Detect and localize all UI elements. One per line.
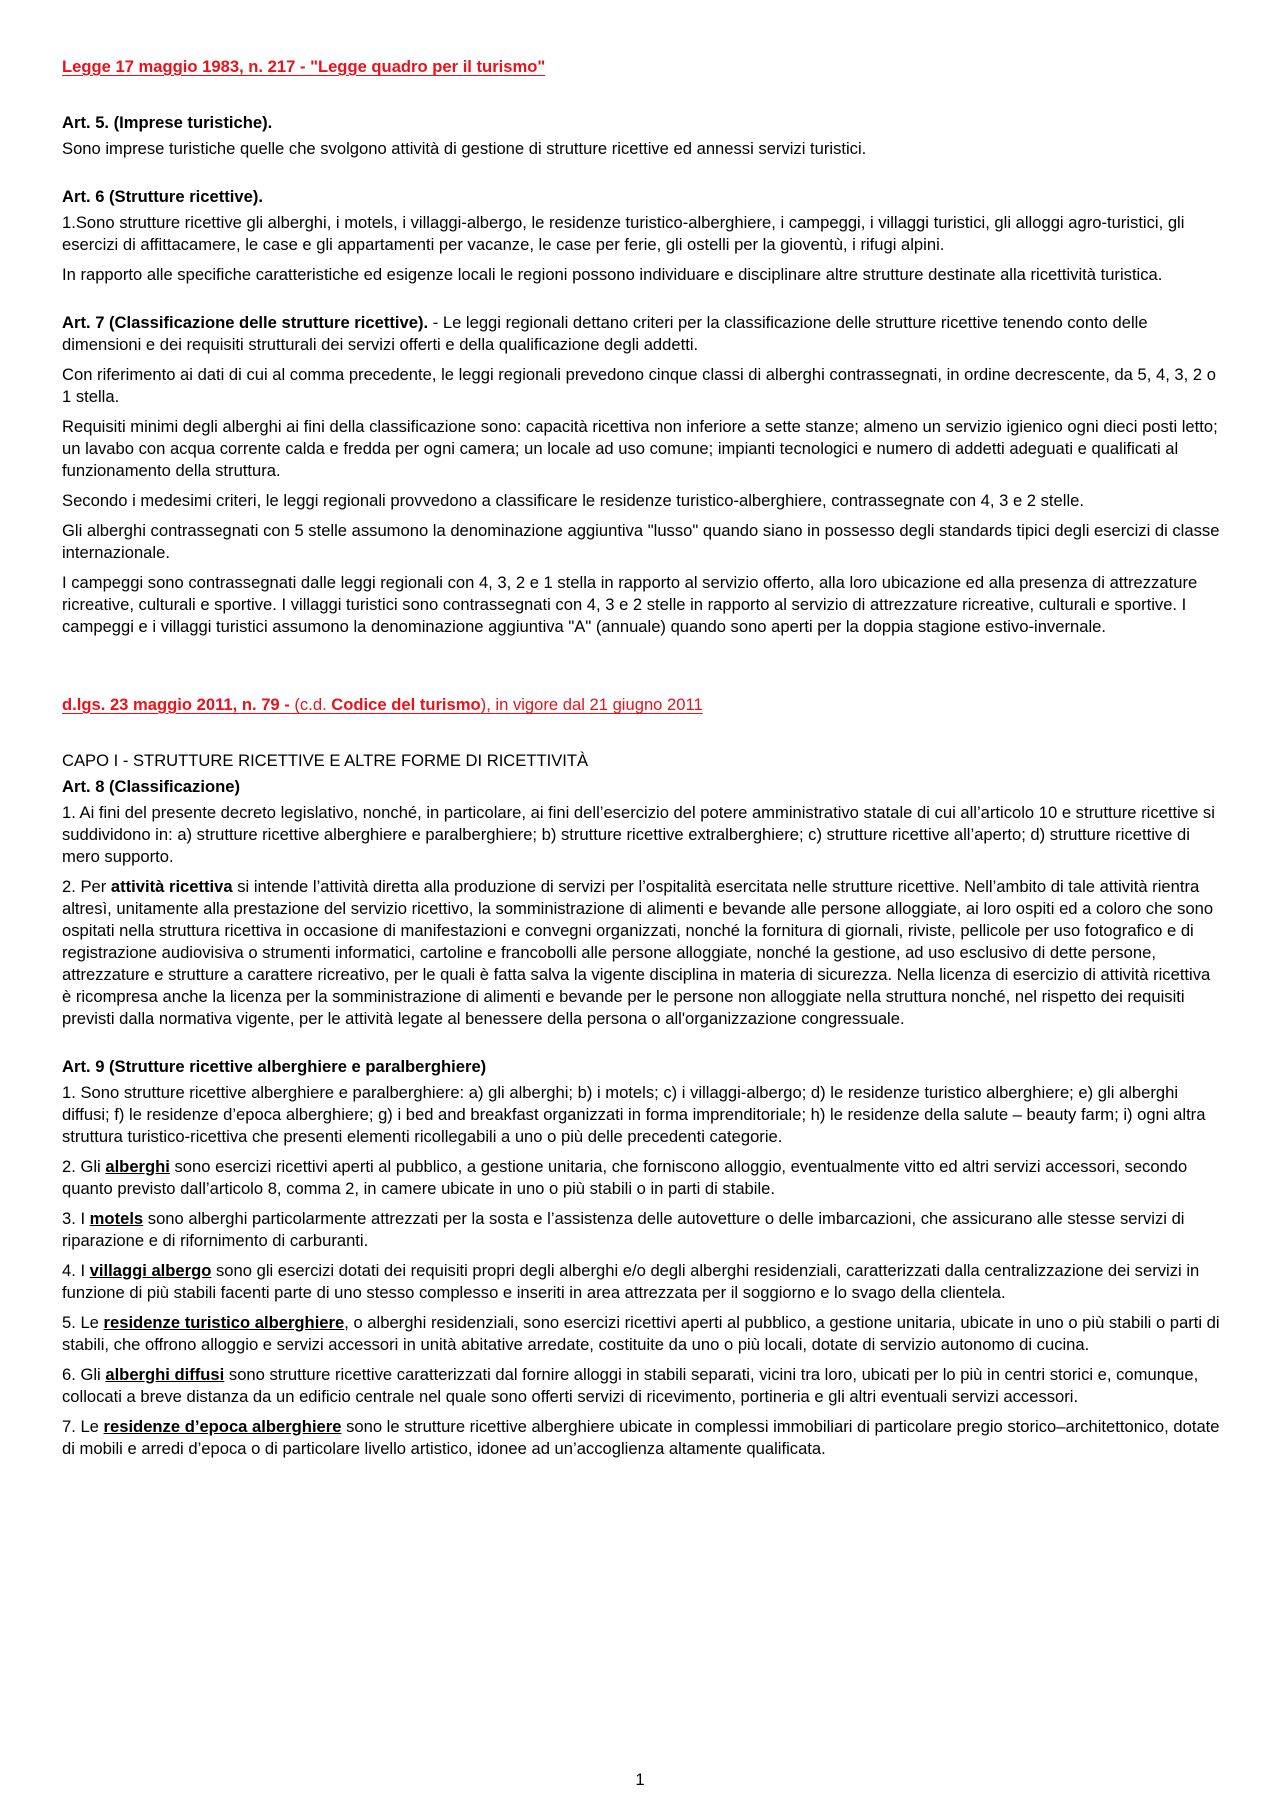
art9-paragraph-3 <box>62 1208 1222 1252</box>
term-alberghi-diffusi: alberghi diffusi <box>105 1365 225 1384</box>
term-motels: motels <box>89 1209 144 1228</box>
dlgs-title-code: Codice del turismo <box>331 695 481 714</box>
art9-p2-text: sono esercizi ricettivi aperti al pubblico, a gestione unitaria, che forniscono alloggio, eventualmente vitto ed altri servizi accessori, secondo quanto previsto dall’articolo 8, comma 2, in camere ubicate in uno o più stabili o in parti di stabile. <box>62 1157 1188 1198</box>
term-residenze-epoca-alberghiere: residenze d’epoca alberghiere <box>103 1417 342 1436</box>
capo-heading: CAPO I - STRUTTURE RICETTIVE E ALTRE FORME DI RICETTIVITÀ <box>62 751 589 770</box>
dlgs-title-bold: d.lgs. 23 maggio 2011, n. 79 - <box>62 695 295 714</box>
dlgs-title-cd: (c.d. <box>294 695 332 714</box>
art7-paragraph-5: Gli alberghi contrassegnati con 5 stelle assumono la denominazione aggiuntiva "lusso" quando siano in possesso degli standards tipici degli esercizi di classe internazionale. <box>62 521 1220 562</box>
art9-heading: Art. 9 (Strutture ricettive alberghiere e paralberghiere) <box>62 1057 487 1076</box>
term-attivita-ricettiva: attività ricettiva <box>110 877 233 896</box>
art7-paragraph-2: Con riferimento ai dati di cui al comma precedente, le leggi regionali prevedono cinque classi di alberghi contrassegnati, in ordine decrescente, da 5, 4, 3, 2 o 1 stella. <box>62 365 1216 406</box>
art9-p5-text: , o alberghi residenziali, sono esercizi ricettivi aperti al pubblico, a gestione unitaria, ubicate in uno o più stabili o parti di stabili, che offrono alloggio e servizi accessori in unità abitative arredate, costituite da uno o più locali, dotate di servizio autonomo di cucina. <box>62 1313 1220 1354</box>
dlgs-title-rest: ), in vigore dal 21 giugno 2011 <box>480 695 703 714</box>
art9-p2-prefix: 2. Gli <box>62 1157 106 1176</box>
art8-heading: Art. 8 (Classificazione) <box>62 777 240 796</box>
art9-paragraph-2 <box>62 1156 1222 1200</box>
art9-p7-text: sono le strutture ricettive alberghiere ubicate in complessi immobiliari di particolare pregio storico–architettonico, dotate di mobili e arredi d’epoca o di particolare livello artistico, idonee ad un’accoglienza altamente qualificata. <box>62 1417 1220 1458</box>
art6-paragraph-2: In rapporto alle specifiche caratteristiche ed esigenze locali le regioni possono individuare e disciplinare altre strutture destinate alla ricettività turistica. <box>62 265 1163 284</box>
art9-p7-prefix: 7. Le <box>62 1417 104 1436</box>
art9-paragraph-5 <box>62 1312 1222 1356</box>
art5-text: Sono imprese turistiche quelle che svolgono attività di gestione di strutture ricettive ed annessi servizi turistici. <box>62 139 867 158</box>
term-residenze-turistico-alberghiere: residenze turistico alberghiere <box>103 1313 345 1332</box>
term-alberghi: alberghi <box>105 1157 170 1176</box>
art9-paragraph-6 <box>62 1364 1222 1408</box>
art9-p4-prefix: 4. I <box>62 1261 90 1280</box>
art9-p4-text: sono gli esercizi dotati dei requisiti propri degli alberghi e/o degli alberghi residenziali, caratterizzati dalla centralizzazione dei servizi in funzione di più stabili facenti parte di uno stesso complesso e inseriti in area attrezzata per il soggiorno e lo svago della clientela. <box>62 1261 1200 1302</box>
dlgs-2011-title <box>62 694 1222 716</box>
art9-paragraph-7 <box>62 1416 1222 1460</box>
art9-p6-text: sono strutture ricettive caratterizzati dal fornire alloggi in stabili separati, vicini tra loro, ubicati per lo più in centri storici e, comunque, collocati a breve distanza da un edificio centrale nel quale sono offerti servizi di ricevimento, portineria e gli altri eventuali servizi accessori. <box>62 1365 1199 1406</box>
art7-heading: Art. 7 (Classificazione delle strutture ricettive). <box>62 313 429 332</box>
art7-paragraph-4: Secondo i medesimi criteri, le leggi regionali provvedono a classificare le residenze turistico-alberghiere, contrassegnate con 4, 3 e 2 stelle. <box>62 491 1084 510</box>
art7-paragraph-6: I campeggi sono contrassegnati dalle leggi regionali con 4, 3, 2 e 1 stella in rapporto al servizio offerto, alla loro ubicazione ed alla presenza di attrezzature ricreative, culturali e sportive. I villaggi turistici sono contrassegnati con 4, 3 e 2 stelle in rapporto al servizio di attrezzature ricreative, culturali e sportive. I campeggi e i villaggi turistici assumono la denominazione aggiuntiva "A" (annuale) quando sono aperti per la doppia stagione estivo-invernale. <box>62 573 1198 636</box>
document-page <box>62 56 1222 1468</box>
art7-paragraph-3: Requisiti minimi degli alberghi ai fini della classificazione sono: capacità ricettiva non inferiore a sette stanze; almeno un servizio igienico ogni dieci posti letto; un lavabo con acqua corrente calda e fredda per ogni camera; un locale ad uso comune; impianti tecnologici e numero di addetti adeguati e qualificati al funzionamento della struttura. <box>62 417 1218 480</box>
term-villaggi-albergo: villaggi albergo <box>89 1261 212 1280</box>
art5-heading: Art. 5. (Imprese turistiche). <box>62 113 273 132</box>
law-1983-title: Legge 17 maggio 1983, n. 217 - "Legge quadro per il turismo" <box>62 57 546 76</box>
art9-p3-prefix: 3. I <box>62 1209 90 1228</box>
art7-paragraph-1 <box>62 312 1222 356</box>
art6-paragraph-1: 1.Sono strutture ricettive gli alberghi, i motels, i villaggi-albergo, le residenze turistico-alberghiere, i campeggi, i villaggi turistici, gli alloggi agro-turistici, gli esercizi di affittacamere, le case e gli appartamenti per vacanze, le case per ferie, gli ostelli per la gioventù, i rifugi alpini. <box>62 213 1185 254</box>
art8-p2-text: si intende l’attività diretta alla produzione di servizi per l’ospitalità esercitata nelle strutture ricettive. Nell’ambito di tale attività rientra altresì, unitamente alla prestazione del servizio ricettivo, la somministrazione di alimenti e bevande alle persone alloggiate, ai loro ospiti ed a coloro che sono ospitati nella struttura ricettiva in occasione di manifestazioni e convegni organizzati, nonché la fornitura di giornali, riviste, pellicole per uso fotografico e di registrazione audiovisiva o strumenti informatici, cartoline e francobolli alle persone alloggiate, nonché la gestione, ad uso esclusivo di dette persone, attrezzature e strutture a carattere ricreativo, per le quali è fatta salva la vigente disciplina in materia di sicurezza. Nella licenza di esercizio di attività ricettiva è ricompresa anche la licenza per la somministrazione di alimenti e bevande per le persone non alloggiate nella struttura nonché, nel rispetto dei requisiti previsti dalla normativa vigente, per le attività legate al benessere della persona o all'organizzazione congressuale. <box>62 877 1214 1028</box>
art7-paragraph-1-text: - Le leggi regionali dettano criteri per la classificazione delle strutture ricettive tenendo conto delle dimensioni e dei requisiti strutturali dei servizi offerti e della qualificazione degli addetti. <box>62 313 1148 354</box>
art6-heading: Art. 6 (Strutture ricettive). <box>62 187 264 206</box>
page-number: 1 <box>635 1770 645 1789</box>
art8-paragraph-1: 1. Ai fini del presente decreto legislativo, nonché, in particolare, ai fini dell’esercizio del potere amministrativo statale di cui all’articolo 10 e strutture ricettive si suddividono in: a) strutture ricettive alberghiere e paralberghiere; b) strutture ricettive extralberghiere; c) strutture ricettive all’aperto; d) strutture ricettive di mero supporto. <box>62 803 1215 866</box>
art8-paragraph-2 <box>62 876 1222 1030</box>
art9-p5-prefix: 5. Le <box>62 1313 104 1332</box>
art9-paragraph-1: 1. Sono strutture ricettive alberghiere e paralberghiere: a) gli alberghi; b) i motels; c) i villaggi-albergo; d) le residenze turistico alberghiere; e) gli alberghi diffusi; f) le residenze d’epoca alberghiere; g) i bed and breakfast organizzati in forma imprenditoriale; h) le residenze della salute – beauty farm; i) ogni altra struttura turistico-ricettiva che presenti elementi ricollegabili a uno o più delle precedenti categorie. <box>62 1083 1206 1146</box>
art9-p3-text: sono alberghi particolarmente attrezzati per la sosta e l’assistenza delle autovetture o delle imbarcazioni, che assicurano alle stesse servizi di riparazione e di rifornimento di carburanti. <box>62 1209 1185 1250</box>
art9-p6-prefix: 6. Gli <box>62 1365 106 1384</box>
art9-paragraph-4 <box>62 1260 1222 1304</box>
art8-p2-prefix: 2. Per <box>62 877 111 896</box>
